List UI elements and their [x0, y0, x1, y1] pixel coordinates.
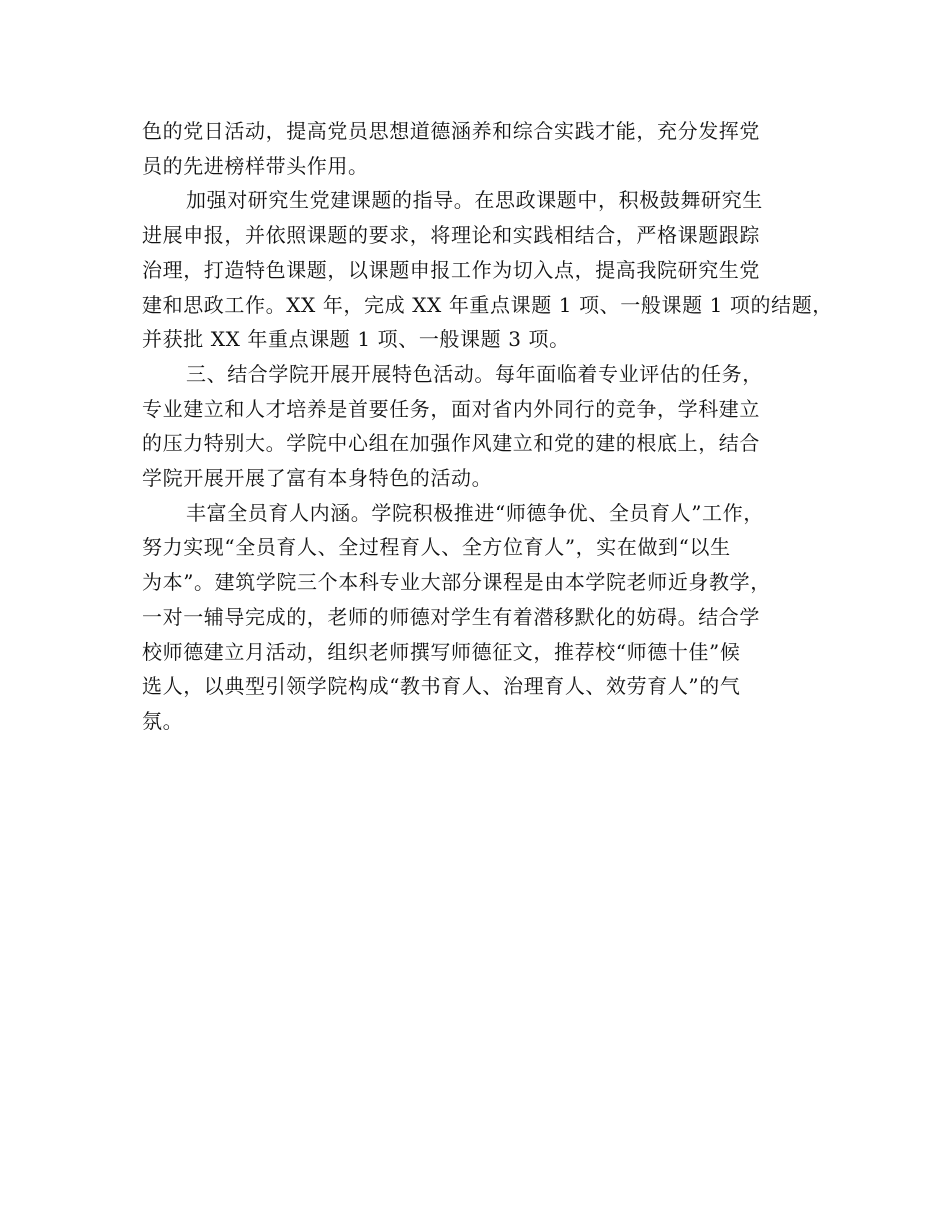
text-line: 治理，打造特色课题，以课题申报工作为切入点，提高我院研究生党: [142, 257, 760, 282]
text-line: 学院开展开展了富有本身特色的活动。: [142, 466, 493, 491]
text-line: 努力实现“全员育人、全过程育人、全方位育人”，实在做到“以生: [142, 535, 731, 560]
text-line: 一对一辅导完成的，老师的师德对学生有着潜移默化的妨碍。结合学: [142, 604, 760, 629]
text-line: 选人，以典型引领学院构成“教书育人、治理育人、效劳育人”的气: [142, 674, 741, 699]
text-line: 丰富全员育人内涵。学院积极推进“师德争优、全员育人”工作，: [186, 500, 764, 525]
text-line: 员的先进榜样带头作用。: [142, 153, 369, 178]
text-line: 加强对研究生党建课题的指导。在思政课题中，积极鼓舞研究生: [186, 188, 763, 213]
text-line: 校师德建立月活动，组织老师撰写师德征文，推荐校“师德十佳”候: [142, 639, 741, 664]
text-line: 并获批 XX 年重点课题 1 项、一般课题 3 项。: [142, 327, 570, 352]
text-line: 专业建立和人才培养是首要任务，面对省内外同行的竞争，学科建立: [142, 396, 760, 421]
paragraph-3: [142, 357, 822, 496]
text-line: 为本”。建筑学院三个本科专业大部分课程是由本学院老师近身教学，: [142, 570, 771, 595]
paragraph-4: [142, 496, 822, 739]
text-line: 色的党日活动，提高党员思想道德涵养和综合实践才能，充分发挥党: [142, 119, 760, 143]
text-line: 进展申报，并依照课题的要求，将理论和实践相结合，严格课题跟踪: [142, 223, 760, 248]
text-line: 的压力特别大。学院中心组在加强作风建立和党的建的根底上，结合: [142, 431, 760, 456]
text-line: 建和思政工作。XX 年，完成 XX 年重点课题 1 项、一般课题 1 项的结题，: [142, 292, 833, 317]
document-body: [142, 114, 833, 739]
paragraph-1: [142, 114, 822, 183]
text-line: 氛。: [142, 708, 184, 733]
text-line: 三、结合学院开展开展特色活动。每年面临着专业评估的任务，: [186, 361, 763, 386]
paragraph-2: [142, 183, 833, 357]
